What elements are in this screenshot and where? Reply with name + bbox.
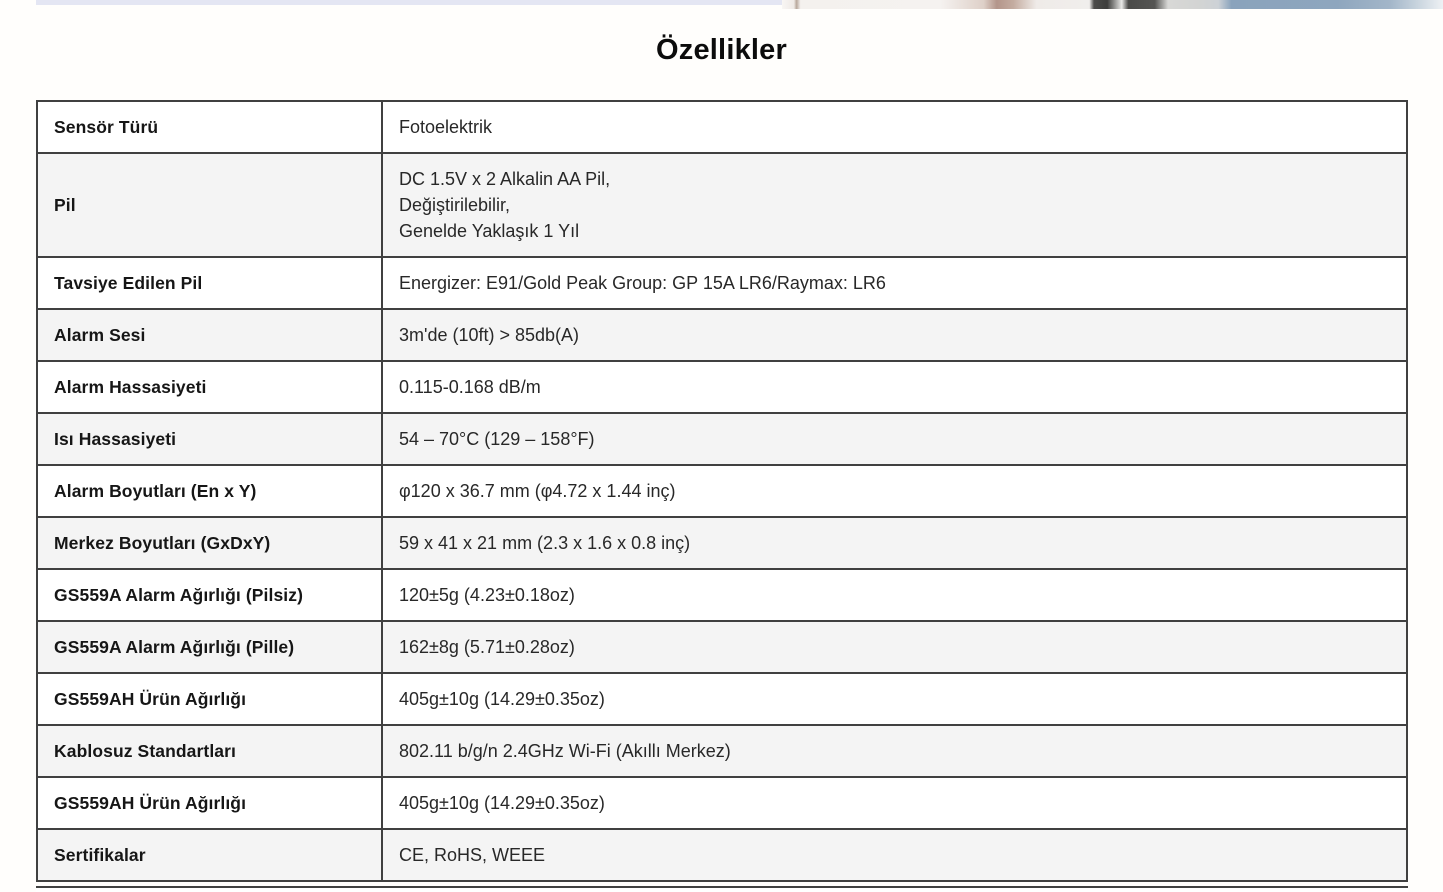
table-row: [37, 309, 1407, 361]
spec-value: [382, 621, 1407, 673]
spec-label: Sensör Türü: [37, 101, 382, 153]
spec-value: [382, 777, 1407, 829]
spec-value-line: DC 1.5V x 2 Alkalin AA Pil,: [399, 169, 611, 189]
spec-value-line: CE, RoHS, WEEE: [399, 845, 546, 865]
spec-label: GS559AH Ürün Ağırlığı: [37, 673, 382, 725]
table-row: [37, 101, 1407, 153]
next-table-edge: [36, 886, 1408, 892]
spec-value: [382, 517, 1407, 569]
spec-label: Pil: [37, 153, 382, 257]
spec-label: Sertifikalar: [37, 829, 382, 881]
spec-value: [382, 309, 1407, 361]
spec-value-line: 3m'de (10ft) > 85db(A): [399, 325, 580, 345]
cropped-hero-strip: [0, 0, 1443, 10]
spec-label: GS559A Alarm Ağırlığı (Pille): [37, 621, 382, 673]
cropped-photo-strip: [782, 0, 1443, 9]
spec-value: [382, 725, 1407, 777]
spec-value: [382, 413, 1407, 465]
spec-value-line: 405g±10g (14.29±0.35oz): [399, 689, 605, 709]
spec-label: GS559A Alarm Ağırlığı (Pilsiz): [37, 569, 382, 621]
spec-value-line: Energizer: E91/Gold Peak Group: GP 15A LR6/Raymax: LR6: [399, 273, 886, 293]
spec-value-line: 162±8g (5.71±0.28oz): [399, 637, 575, 657]
spec-value-line: φ120 x 36.7 mm (φ4.72 x 1.44 inç): [399, 481, 676, 501]
spec-value: [382, 673, 1407, 725]
spec-value-line: Genelde Yaklaşık 1 Yıl: [399, 221, 580, 241]
spec-value-line: 802.11 b/g/n 2.4GHz Wi-Fi (Akıllı Merkez): [399, 741, 731, 761]
table-row: [37, 621, 1407, 673]
spec-label: GS559AH Ürün Ağırlığı: [37, 777, 382, 829]
table-row: [37, 673, 1407, 725]
spec-value: [382, 361, 1407, 413]
table-row: [37, 257, 1407, 309]
spec-value-line: 54 – 70°C (129 – 158°F): [399, 429, 595, 449]
table-row: [37, 517, 1407, 569]
spec-table: [36, 100, 1408, 882]
table-row: [37, 465, 1407, 517]
spec-label: Alarm Hassasiyeti: [37, 361, 382, 413]
spec-value: [382, 829, 1407, 881]
spec-value: [382, 153, 1407, 257]
spec-value: [382, 465, 1407, 517]
spec-label: Kablosuz Standartları: [37, 725, 382, 777]
page-title: Özellikler: [656, 34, 787, 66]
spec-label: Alarm Boyutları (En x Y): [37, 465, 382, 517]
table-row: [37, 361, 1407, 413]
spec-label: Tavsiye Edilen Pil: [37, 257, 382, 309]
spec-table-body: [37, 101, 1407, 881]
spec-value-line: 120±5g (4.23±0.18oz): [399, 585, 575, 605]
spec-value-line: Fotoelektrik: [399, 117, 493, 137]
spec-label: Merkez Boyutları (GxDxY): [37, 517, 382, 569]
spec-value-line: 0.115-0.168 dB/m: [399, 377, 541, 397]
spec-value-line: Değiştirilebilir,: [399, 195, 511, 215]
spec-value-line: 59 x 41 x 21 mm (2.3 x 1.6 x 0.8 inç): [399, 533, 691, 553]
spec-value: [382, 257, 1407, 309]
table-row: [37, 569, 1407, 621]
spec-label: Isı Hassasiyeti: [37, 413, 382, 465]
hero-accent-bar: [36, 0, 782, 5]
table-row: [37, 413, 1407, 465]
table-row: [37, 725, 1407, 777]
table-row: [37, 777, 1407, 829]
spec-value-line: 405g±10g (14.29±0.35oz): [399, 793, 605, 813]
spec-value: [382, 101, 1407, 153]
table-row: [37, 153, 1407, 257]
table-row: [37, 829, 1407, 881]
spec-value: [382, 569, 1407, 621]
spec-table-wrap: [36, 100, 1408, 882]
spec-label: Alarm Sesi: [37, 309, 382, 361]
